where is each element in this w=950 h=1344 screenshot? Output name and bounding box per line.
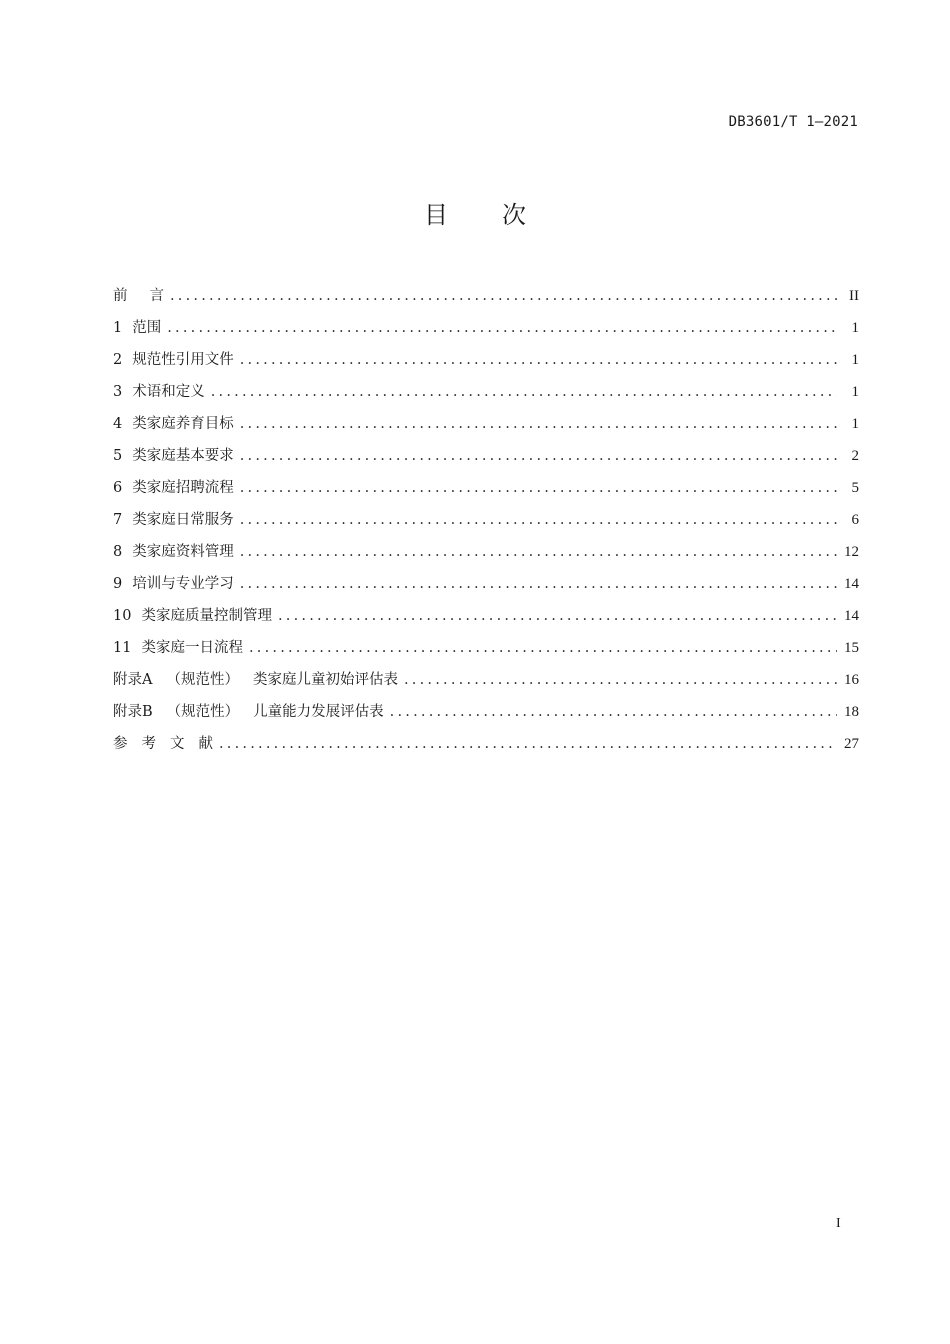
- table-of-contents: [113, 280, 859, 760]
- toc-entry-3[interactable]: [113, 376, 859, 408]
- toc-entry-label: 6 类家庭招聘流程: [113, 480, 234, 496]
- page-title: [0, 198, 950, 232]
- title-char-1: 目: [424, 201, 448, 229]
- toc-entry-4[interactable]: [113, 408, 859, 440]
- toc-leader-dots: [170, 280, 837, 312]
- toc-entry-label: 11 类家庭一日流程: [113, 640, 243, 656]
- toc-page-number: 18: [844, 704, 859, 720]
- toc-page-number: 27: [844, 736, 859, 752]
- toc-entry-label: 5 类家庭基本要求: [113, 448, 234, 464]
- toc-page-number: 14: [844, 576, 859, 592]
- toc-page-number: 16: [844, 672, 859, 688]
- toc-entry-label: 7 类家庭日常服务: [113, 512, 234, 528]
- toc-page-number: 15: [844, 640, 859, 656]
- toc-leader-dots: [240, 536, 837, 568]
- toc-entry-5[interactable]: [113, 440, 859, 472]
- toc-entry-label: 附录B （规范性） 儿童能力发展评估表: [113, 704, 384, 720]
- toc-entry-label: 1 范围: [113, 320, 162, 336]
- toc-page-number: 1: [851, 352, 859, 368]
- toc-entry-appendix-b[interactable]: [113, 696, 859, 728]
- toc-leader-dots: [249, 632, 837, 664]
- toc-entry-label: 8 类家庭资料管理: [113, 544, 234, 560]
- toc-entry-label: 附录A （规范性） 类家庭儿童初始评估表: [113, 672, 398, 688]
- toc-entry-references[interactable]: [113, 728, 859, 760]
- toc-page-number: 6: [851, 512, 859, 528]
- toc-entry-7[interactable]: [113, 504, 859, 536]
- toc-entry-label: 9 培训与专业学习: [113, 576, 234, 592]
- toc-page-number: 5: [851, 480, 859, 496]
- toc-leader-dots: [219, 728, 837, 760]
- toc-leader-dots: [240, 440, 837, 472]
- toc-leader-dots: [240, 408, 837, 440]
- toc-page-number: 14: [844, 608, 859, 624]
- toc-entry-label: 10 类家庭质量控制管理: [113, 608, 272, 624]
- toc-leader-dots: [404, 664, 837, 696]
- toc-entry-label: 前 言: [113, 288, 164, 304]
- toc-entry-appendix-a[interactable]: [113, 664, 859, 696]
- toc-page-number: 1: [851, 384, 859, 400]
- toc-entry-label: 3 术语和定义: [113, 384, 205, 400]
- toc-leader-dots: [240, 344, 837, 376]
- document-code: DB3601/T 1—2021: [728, 114, 858, 130]
- toc-entry-9[interactable]: [113, 568, 859, 600]
- toc-leader-dots: [211, 376, 837, 408]
- footer-page-number: I: [836, 1216, 841, 1231]
- toc-page-number: 2: [851, 448, 859, 464]
- toc-entry-1[interactable]: [113, 312, 859, 344]
- toc-leader-dots: [240, 568, 837, 600]
- toc-page-number: 1: [851, 320, 859, 336]
- toc-entry-label: 4 类家庭养育目标: [113, 416, 234, 432]
- toc-leader-dots: [278, 600, 837, 632]
- toc-entry-label: 2 规范性引用文件: [113, 352, 234, 368]
- toc-entry-foreword[interactable]: [113, 280, 859, 312]
- toc-entry-10[interactable]: [113, 600, 859, 632]
- toc-entry-2[interactable]: [113, 344, 859, 376]
- toc-leader-dots: [390, 696, 837, 728]
- toc-entry-8[interactable]: [113, 536, 859, 568]
- toc-entry-11[interactable]: [113, 632, 859, 664]
- toc-page-number: II: [849, 288, 859, 304]
- toc-leader-dots: [167, 312, 837, 344]
- toc-entry-label: 参 考 文 献: [113, 736, 213, 752]
- toc-page-number: 1: [851, 416, 859, 432]
- toc-leader-dots: [240, 472, 837, 504]
- title-char-2: 次: [502, 201, 526, 229]
- toc-leader-dots: [240, 504, 837, 536]
- toc-entry-6[interactable]: [113, 472, 859, 504]
- toc-page-number: 12: [844, 544, 859, 560]
